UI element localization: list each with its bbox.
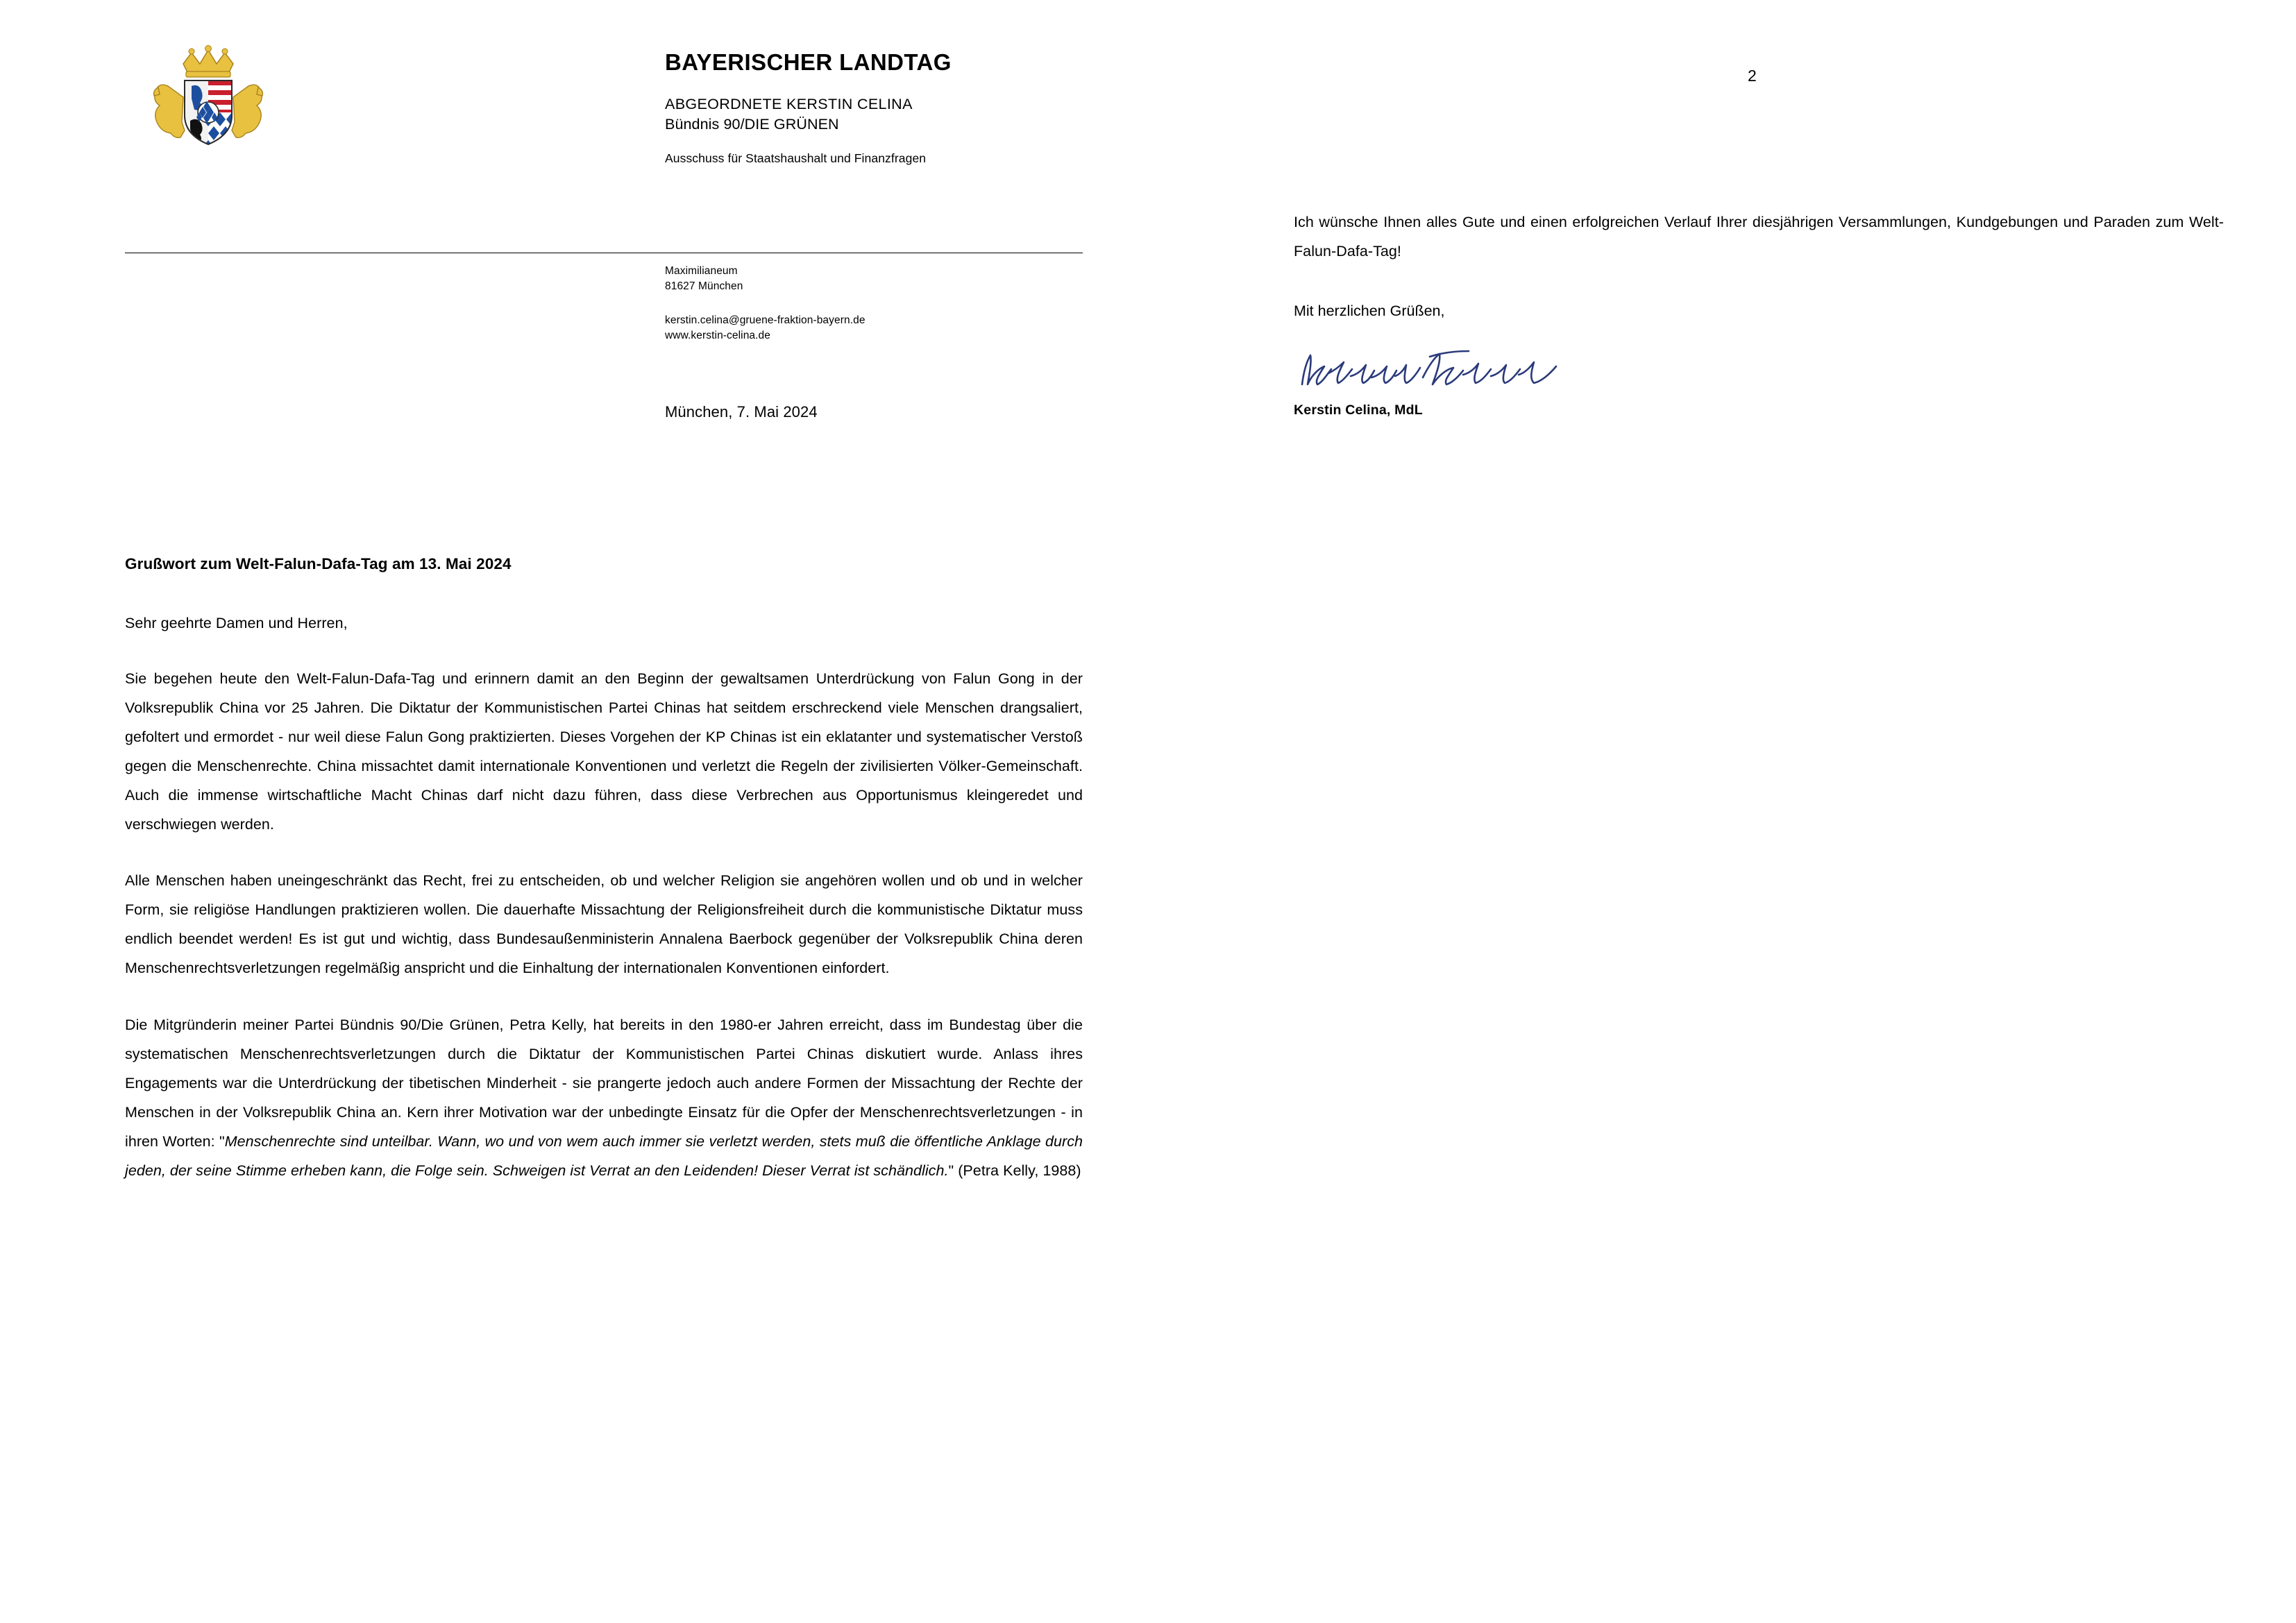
page-number: 2 <box>1748 67 1757 85</box>
signer-name: Kerstin Celina, MdL <box>1294 402 1423 418</box>
contact-block <box>665 264 1095 344</box>
body-paragraph-2: Alle Menschen haben uneingeschränkt das Recht, frei zu entscheiden, ob und welcher Religion sie angehören wollen und ob und in welcher Form, sie religiöse Handlungen praktizieren wollen. Die dauerhafte Missachtung der Religionsfreiheit durch die kommunistische Diktatur muss endlich beendet werden! Es ist gut und wichtig, dass Bundesaußenministerin Annalena Baerbock gegenüber der Volksrepublik China deren Menschenrechtsverletzungen regelmäßig anspricht und die Einhaltung der internationalen Konventionen einfordert. <box>125 872 1083 977</box>
email-address: kerstin.celina@gruene-fraktion-bayern.de <box>665 314 866 326</box>
salutation: Sehr geehrte Damen und Herren, <box>125 615 348 631</box>
paragraph-3-attribution: " (Petra Kelly, 1988) <box>948 1162 1081 1179</box>
petra-kelly-quote: Menschenrechte sind unteilbar. Wann, wo und von wem auch immer sie verletzt werden, stets muß die öffentliche Anklage durch jeden, der seine Stimme erheben kann, die Folge sein. Schweigen ist Verrat an den Leidenden! Dieser Verrat ist schändlich. <box>125 1132 1083 1179</box>
closing-paragraph: Ich wünsche Ihnen alles Gute und einen erfolgreichen Verlauf Ihrer diesjährigen Versammlungen, Kundgebungen und Paraden zum Welt-Falun-Dafa-Tag! <box>1294 214 2224 260</box>
letter-page-2 <box>1148 0 2296 1623</box>
institution-title: BAYERISCHER LANDTAG <box>665 49 952 75</box>
party-line: Bündnis 90/DIE GRÜNEN <box>665 116 839 133</box>
member-name-line: ABGEORDNETE KERSTIN CELINA <box>665 96 913 113</box>
letter-subject: Grußwort zum Welt-Falun-Dafa-Tag am 13. Mai 2024 <box>125 555 512 572</box>
body-paragraph-3 <box>125 1011 1083 1186</box>
date-line: München, 7. Mai 2024 <box>665 403 818 420</box>
address-line-2: 81627 München <box>665 280 743 293</box>
bavarian-coat-of-arms-icon <box>125 43 292 154</box>
letter-body-page-1 <box>125 555 1083 1214</box>
letter-body-page-2 <box>1294 208 2224 418</box>
closing-salutation: Mit herzlichen Grüßen, <box>1294 302 1445 319</box>
body-paragraph-1: Sie begehen heute den Welt-Falun-Dafa-Tag und erinnern damit an den Beginn der gewaltsamen Unterdrückung von Falun Gong in der Volksrepublik China vor 25 Jahren. Die Diktatur der Kommunistischen Partei Chinas hat seitdem erschreckend viele Menschen drangsaliert, gefoltert und ermordet - nur weil diese Falun Gong praktizierten. Dieses Vorgehen der KP Chinas ist ein eklatanter und systematischer Verstoß gegen die Menschenrechte. China missachtet damit internationale Konventionen und verletzt die Regeln der zivilisierten Völker-Gemeinschaft. Auch die immense wirtschaftliche Macht Chinas darf nicht dazu führen, dass diese Verbrechen aus Opportunismus kleingeredet und verschwiegen werden. <box>125 670 1083 833</box>
address-line-1: Maximilianeum <box>665 265 738 277</box>
letterhead <box>665 50 1095 167</box>
paragraph-3-intro: Die Mitgründerin meiner Partei Bündnis 90/Die Grünen, Petra Kelly, hat bereits in den 1980-er Jahren erreicht, dass im Bundestag über die systematischen Menschenrechtsverletzungen durch die Diktatur der Kommunistischen Partei Chinas diskutiert wurde. Anlass ihres Engagements war die Unterdrückung der tibetischen Minderheit - sie prangerte jedoch auch andere Formen der Missachtung der Rechte der Menschen in der Volksrepublik China an. Kern ihrer Motivation war der unbedingte Einsatz für die Opfer der Menschenrechtsverletzungen - in ihren Worten: " <box>125 1017 1083 1150</box>
handwritten-signature-icon <box>1294 346 1585 400</box>
website-address: www.kerstin-celina.de <box>665 330 770 342</box>
committee-line: Ausschuss für Staatshaushalt und Finanzfragen <box>665 151 927 166</box>
